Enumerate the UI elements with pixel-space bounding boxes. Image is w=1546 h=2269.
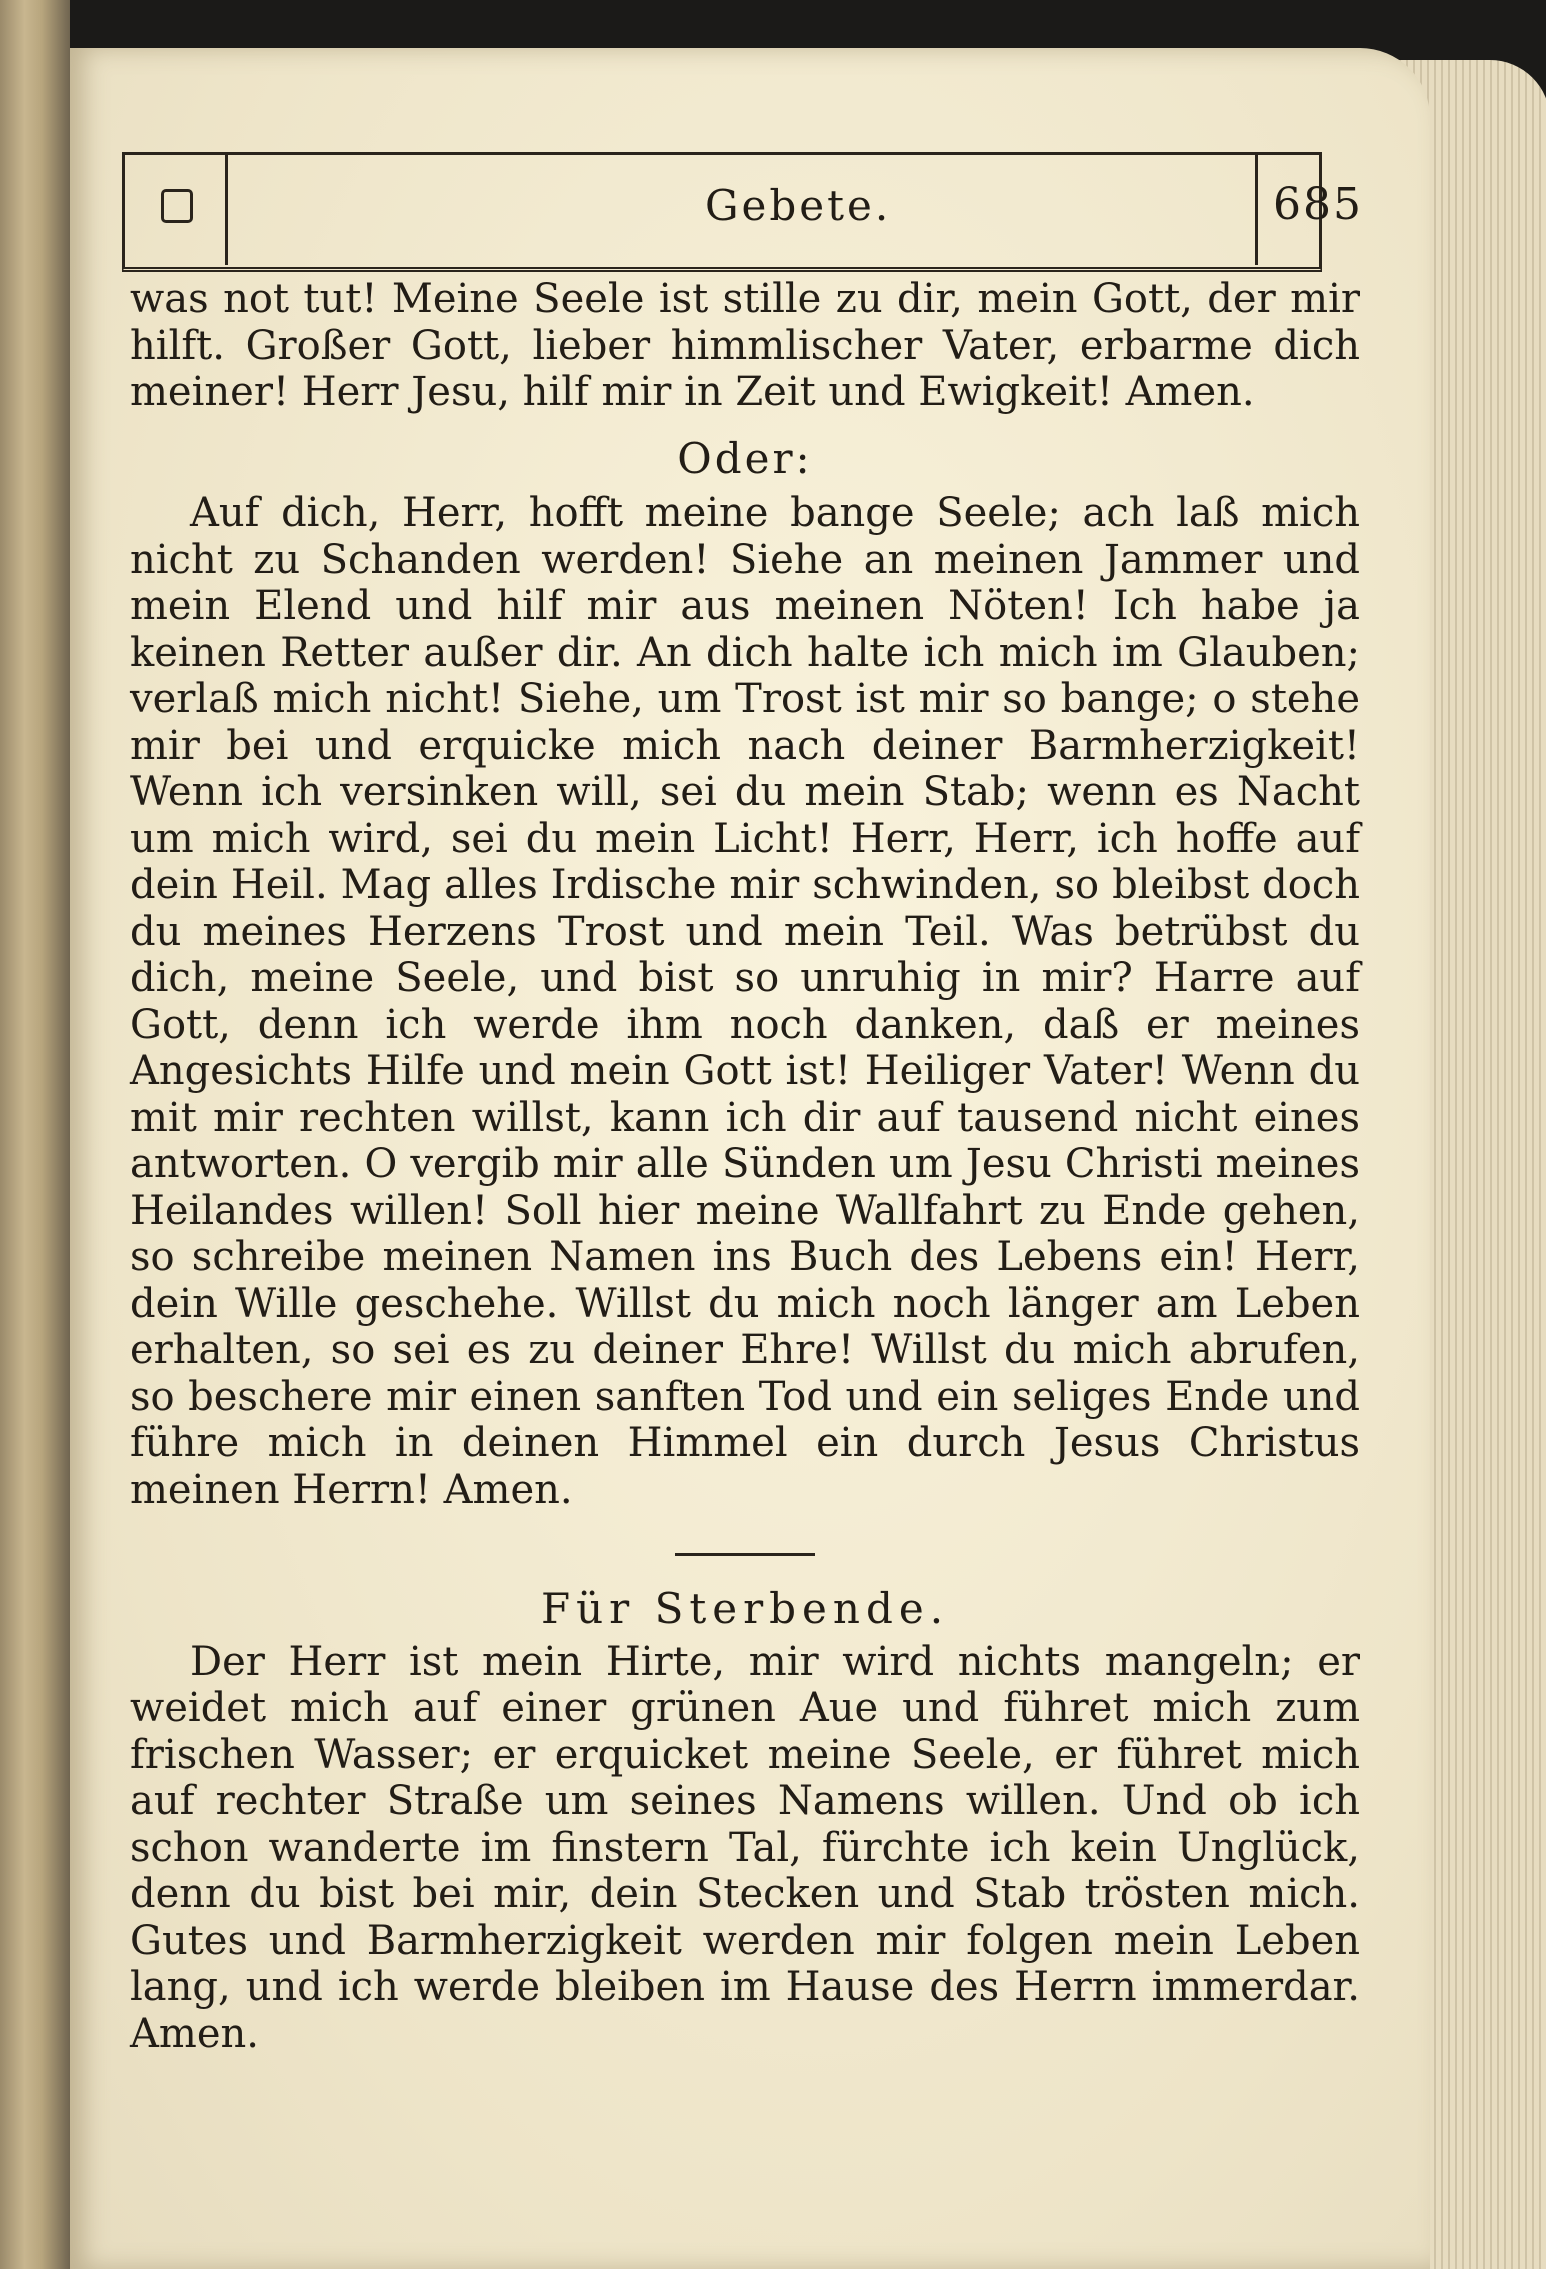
header-divider — [225, 155, 228, 265]
section-rule — [675, 1553, 815, 1556]
page-number: 685 — [1273, 179, 1363, 230]
header-ornament-box — [161, 189, 193, 223]
running-header — [122, 152, 1363, 272]
paragraph: was not tut! Meine Seele ist stille zu dir, mein Gott, der mir hilft. Großer Gott, lieber himmlischer Vater, erbarme dich meiner! Herr Jesu, hilf mir in Zeit und Ewigkeit! Amen. — [130, 276, 1360, 415]
paragraph: Der Herr ist mein Hirte, mir wird nichts mangeln; er weidet mich auf einer grünen Aue und führet mich zum frischen Wasser; er erquicket meine Seele, er führet mich auf rechter Straße um seines Namens willen. Und ob ich schon wanderte im finstern Tal, fürchte ich kein Unglück, denn du bist bei mir, dein Stecken und Stab trösten mich. Gutes und Barmherzigkeit werden mir folgen mein Leben lang, und ich werde bleiben im Hause des Herrn immerdar. Amen. — [130, 1638, 1360, 2057]
paragraph: Auf dich, Herr, hofft meine bange Seele; ach laß mich nicht zu Schanden werden! Siehe an meinen Jammer und mein Elend und hilf mir aus meinen Nöten! Ich habe ja keinen Retter außer dir. An dich halte ich mich im Glauben; verlaß mich nicht! Siehe, um Trost ist mir so bange; o stehe mir bei und erquicke mich nach deiner Barmherzigkeit! Wenn ich versinken will, sei du mein Stab; wenn es Nacht um mich wird, sei du mein Licht! Herr, Herr, ich hoffe auf dein Heil. Mag alles Irdische mir schwinden, so bleibst doch du meines Herzens Trost und mein Teil. Was betrübst du dich, meine Seele, und bist so unruhig in mir? Harre auf Gott, denn ich werde ihm noch danken, daß er meines Angesichts Hilfe und mein Gott ist! Heiliger Vater! Wenn du mit mir rechten willst, kann ich dir auf tausend nicht eines antworten. O vergib mir alle Sünden um Jesu Christi meines Heilandes willen! Soll hier meine Wallfahrt zu Ende gehen, so schreibe meinen Namen ins Buch des Lebens ein! Herr, dein Wille geschehe. Willst du mich noch länger am Leben erhalten, so sei es zu deiner Ehre! Willst du mich abrufen, so beschere mir einen sanften Tod und ein seliges Ende und führe mich in deinen Himmel ein durch Jesus Christus meinen Herrn! Amen. — [130, 490, 1360, 1513]
section-heading: Oder: — [677, 433, 813, 483]
header-title: Gebete. — [705, 181, 892, 230]
page-body — [130, 276, 1360, 2057]
header-divider — [1255, 155, 1258, 265]
book-page — [70, 48, 1430, 2269]
section-heading: Für Sterbende. — [540, 1584, 950, 1633]
book-binding — [0, 0, 70, 2269]
